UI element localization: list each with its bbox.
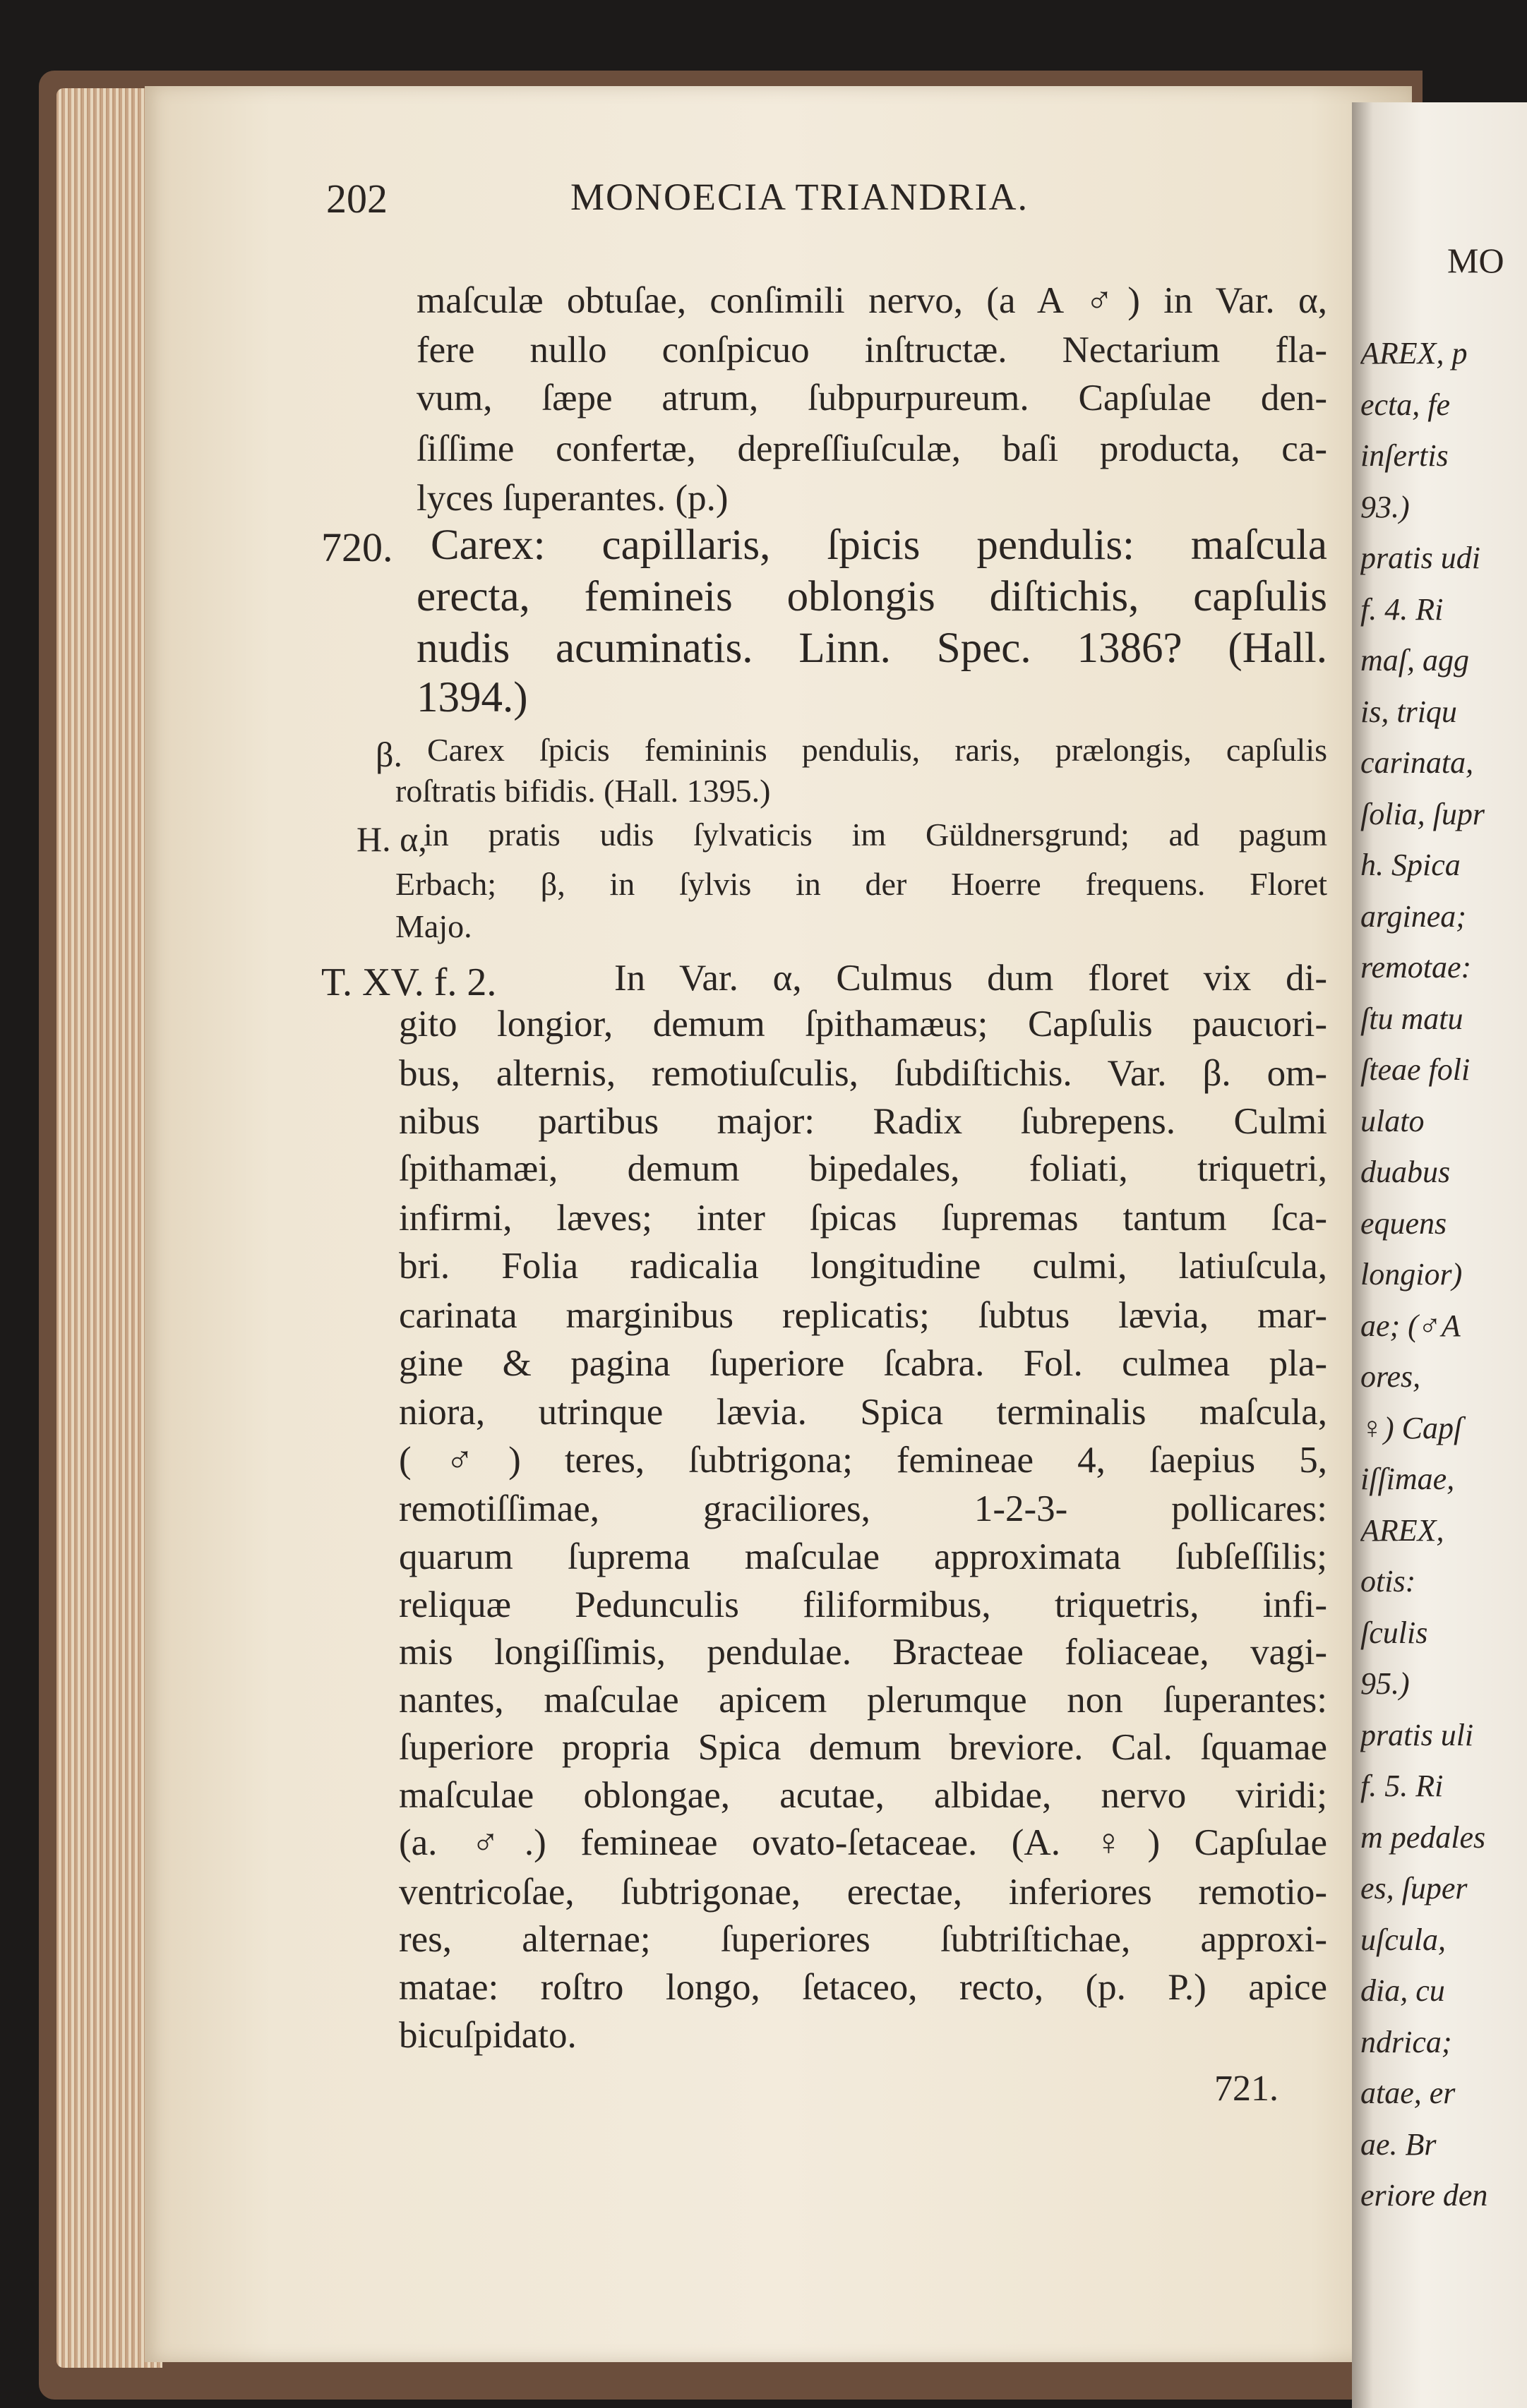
facing-page <box>1352 102 1527 2408</box>
text-line: bicuſpidato. <box>399 2015 577 2056</box>
text-line: nantes, maſculae apicem plerumque non ſuperantes: <box>399 1680 1327 1721</box>
facing-text-line: ſtu matu <box>1360 1001 1463 1036</box>
facing-text-line: ſolia, ſupr <box>1360 796 1485 831</box>
text-line: ventricoſae, ſubtrigonae, erectae, inferiores remotio- <box>399 1872 1327 1913</box>
facing-text-line: ſculis <box>1360 1615 1428 1650</box>
text-line: infirmi, læves; inter ſpicas ſupremas tantum ſca- <box>399 1198 1327 1239</box>
facing-text-line: ulato <box>1360 1103 1425 1138</box>
text-line: Erbach; β, in ſylvis in der Hoerre frequens. Floret <box>395 866 1327 902</box>
facing-text-line: MO <box>1447 241 1504 280</box>
text-line: bri. Folia radicalia longitudine culmi, latiuſcula, <box>399 1246 1327 1287</box>
facing-text-line: longior) <box>1360 1257 1463 1292</box>
text-line: ſpithamæi, demum bipedales, foliati, triquetri, <box>399 1148 1327 1189</box>
facing-text-line: maſ, agg <box>1360 643 1469 678</box>
facing-text-line: otis: <box>1360 1564 1416 1599</box>
facing-text-line: iſſimae, <box>1360 1462 1455 1496</box>
facing-text-line: f. 5. Ri <box>1360 1769 1444 1803</box>
habitat-label: H. α, <box>357 819 427 859</box>
text-line: ſuperiore propria Spica demum breviore. Cal. ſquamae <box>399 1727 1327 1768</box>
text-line: vum, ſæpe atrum, ſubpurpureum. Capſulae den- <box>417 378 1327 419</box>
facing-text-line: duabus <box>1360 1155 1451 1189</box>
facing-text-line: pratis udi <box>1360 541 1480 575</box>
facing-text-line: m pedales <box>1360 1819 1486 1855</box>
facing-text-line: ores, <box>1360 1359 1421 1394</box>
text-line: roſtratis bifidis. (Hall. 1395.) <box>395 773 771 809</box>
text-line: In Var. α, Culmus dum floret vix di- <box>614 958 1327 999</box>
page-number: 202 <box>326 176 388 222</box>
facing-text-line: dia, cu <box>1360 1973 1445 2008</box>
text-line: lyces ſuperantes. (p.) <box>417 478 729 519</box>
facing-text-line: ♀) Capſ <box>1360 1410 1463 1445</box>
text-line: Majo. <box>395 908 472 944</box>
text-line: in pratis udis ſylvaticis im Güldnersgrund; ad pagum <box>424 817 1327 853</box>
variety-beta-label: β. <box>376 735 402 774</box>
entry-number: 720. <box>321 524 393 570</box>
facing-text-line: ndrica; <box>1360 2024 1452 2059</box>
facing-text-line: equens <box>1360 1205 1447 1241</box>
text-line: ſiſſime confertæ, depreſſiuſculæ, baſi producta, ca- <box>417 428 1327 469</box>
facing-text-line: is, triqu <box>1360 694 1457 729</box>
text-line: bus, alternis, remotiuſculis, ſubdiſtichis. Var. β. om- <box>399 1053 1327 1094</box>
facing-text-line: 95.) <box>1360 1666 1410 1701</box>
text-line: mis longiſſimis, pendulae. Bracteae foliaceae, vagi- <box>399 1632 1327 1673</box>
facing-text-line: eriore den <box>1360 2178 1488 2213</box>
text-line: 1394.) <box>417 674 528 721</box>
facing-text-line: carinata, <box>1360 745 1474 780</box>
facing-text-line: ecta, fe <box>1360 387 1451 422</box>
facing-text-line: arginea; <box>1360 898 1466 934</box>
text-line: reliquæ Pedunculis filiformibus, triquetris, infi- <box>399 1584 1327 1625</box>
facing-text-line: ae; (♂A <box>1360 1308 1461 1343</box>
text-line: Carex ſpicis femininis pendulis, raris, prælongis, capſulis <box>427 732 1327 768</box>
facing-text-line: ſteae foli <box>1360 1052 1471 1087</box>
text-line: carinata marginibus replicatis; ſubtus lævia, mar- <box>399 1295 1327 1336</box>
facing-text-line: uſcula, <box>1360 1922 1446 1957</box>
facing-text-line: AREX, p <box>1360 336 1468 371</box>
facing-text-line: AREX, <box>1360 1512 1444 1548</box>
text-line: matae: roſtro longo, ſetaceo, recto, (p. P.) apice <box>399 1967 1327 2008</box>
text-line: nudis acuminatis. Linn. Spec. 1386? (Hall. <box>417 625 1327 672</box>
text-line: gito longior, demum ſpithamæus; Capſulis paucιori- <box>399 1004 1327 1045</box>
text-line: maſculae oblongae, acutae, albidae, nervo viridi; <box>399 1775 1327 1816</box>
text-line: fere nullo conſpicuo inſtructæ. Nectarium fla- <box>417 330 1327 371</box>
facing-text-line: es, ſuper <box>1360 1871 1468 1906</box>
facing-text-line: inſertis <box>1360 438 1449 473</box>
text-line: remotiſſimae, graciliores, 1-2-3- pollicares: <box>399 1488 1327 1529</box>
text-line: res, alternae; ſuperiores ſubtriſtichae, approxi- <box>399 1919 1327 1960</box>
catchword: 721. <box>1214 2069 1279 2109</box>
plate-reference: T. XV. f. 2. <box>321 961 497 1004</box>
facing-text-line: f. 4. Ri <box>1360 591 1444 627</box>
facing-text-line: ae. Br <box>1360 2126 1437 2162</box>
text-line: erecta, femineis oblongis diſtichis, capſulis <box>417 573 1327 620</box>
facing-text-line: h. Spica <box>1360 848 1461 882</box>
text-line: maſculæ obtuſae, conſimili nervo, (a A ♂) in Var. α, <box>417 280 1327 321</box>
text-line: nibus partibus major: Radix ſubrepens. Culmi <box>399 1101 1327 1142</box>
text-line: (a. ♂.) femineae ovato-ſetaceae. (A. ♀) Capſulae <box>399 1822 1327 1863</box>
text-line: gine & pagina ſuperiore ſcabra. Fol. culmea pla- <box>399 1343 1327 1384</box>
facing-text-line: 93.) <box>1360 489 1410 524</box>
text-line: (♂) teres, ſubtrigona; femineae 4, ſaepius 5, <box>399 1440 1327 1481</box>
text-line: quarum ſuprema maſculae approximata ſubſeſſilis; <box>399 1536 1327 1577</box>
text-line: niora, utrinque lævia. Spica terminalis maſcula, <box>399 1392 1327 1433</box>
facing-text-line: remotae: <box>1360 950 1472 985</box>
facing-text-line: atae, er <box>1360 2076 1456 2110</box>
text-line: Carex: capillaris, ſpicis pendulis: maſcula <box>431 522 1327 569</box>
running-title: MONOECIA TRIANDRIA. <box>570 176 1029 218</box>
facing-text-line: pratis uli <box>1360 1717 1474 1752</box>
